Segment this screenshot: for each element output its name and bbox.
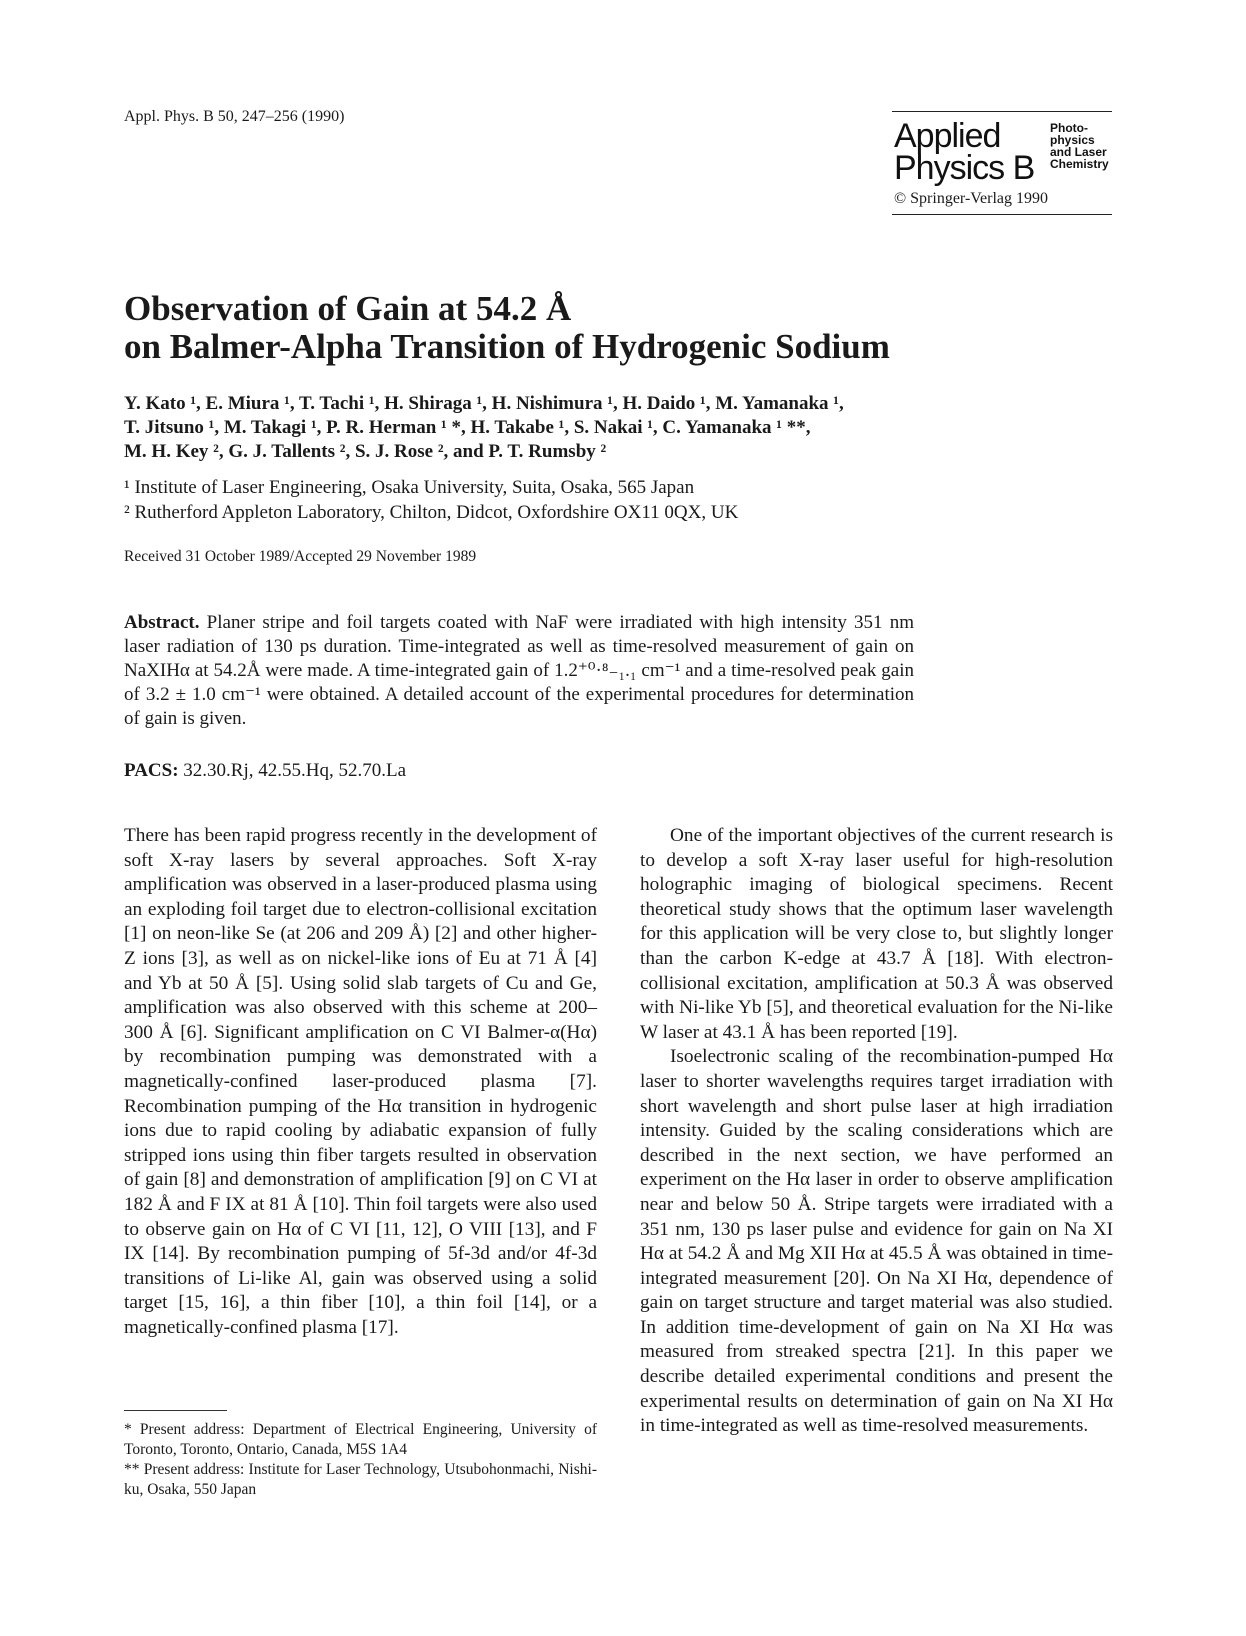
journal-subtitle-line4: Chemistry	[1050, 157, 1109, 171]
footnote-2: ** Present address: Institute for Laser Technology, Utsubohonmachi, Nishi-ku, Osaka, 550 Japan	[124, 1461, 597, 1498]
body-column-right	[640, 824, 1113, 1439]
journal-name-line2: Physics B	[894, 149, 1035, 187]
logo-top-rule	[892, 111, 1112, 112]
pacs-text: 32.30.Rj, 42.55.Hq, 52.70.La	[183, 760, 407, 781]
journal-subtitle-line3: and Laser	[1050, 145, 1107, 159]
logo-bottom-rule	[892, 214, 1112, 215]
footnotes	[124, 1420, 597, 1500]
body-paragraph: One of the important objectives of the current research is to develop a soft X-ray laser useful for high-resolution holographic imaging of biological specimens. Recent theoretical study shows that the optimum laser wavelength for this application will be very close to, but slightly longer than the carbon K-edge at 43.7 Å [18]. With electron-collisional excitation, amplification at 50.3 Å was observed with Ni-like Yb [5], and theoretical evaluation for the Ni-like W laser at 43.1 Å has been reported [19].	[640, 825, 1113, 1043]
pacs-label: PACS:	[124, 760, 179, 781]
journal-citation: Appl. Phys. B 50, 247–256 (1990)	[124, 108, 345, 125]
abstract-label: Abstract.	[124, 612, 200, 633]
footnote-rule	[124, 1410, 227, 1411]
author-line-2: T. Jitsuno ¹, M. Takagi ¹, P. R. Herman ¹ *, H. Takabe ¹, S. Nakai ¹, C. Yamanaka ¹ **,	[124, 417, 811, 438]
paper-title	[124, 290, 890, 366]
journal-subtitle-line2: physics	[1050, 133, 1095, 147]
author-line-1: Y. Kato ¹, E. Miura ¹, T. Tachi ¹, H. Shiraga ¹, H. Nishimura ¹, H. Daido ¹, M. Yamanaka ¹,	[124, 393, 844, 414]
journal-name-line1: Applied	[894, 117, 1001, 155]
copyright: © Springer-Verlag 1990	[894, 190, 1049, 207]
journal-name	[894, 117, 1035, 187]
affiliation-2: ² Rutherford Appleton Laboratory, Chilton, Didcot, Oxfordshire OX11 0QX, UK	[124, 502, 739, 523]
journal-subtitle-line1: Photo-	[1050, 121, 1088, 135]
affiliations	[124, 475, 924, 525]
abstract-text: Planer stripe and foil targets coated with NaF were irradiated with high intensity 351 nm laser radiation of 130 ps duration. Time-integrated as well as time-resolved measurement of gain on NaXIHα at 54.2Å were made. A time-integrated gain of 1.2⁺⁰·⁸₋₁.₁ cm⁻¹ and a time-resolved peak gain of 3.2 ± 1.0 cm⁻¹ were obtained. A detailed account of the experimental procedures for determination of gain is given.	[124, 612, 915, 729]
body-paragraph: There has been rapid progress recently in the development of soft X-ray lasers by several approaches. Soft X-ray amplification was observed in a laser-produced plasma using an exploding foil target due to electron-collisional excitation [1] on neon-like Se (at 206 and 209 Å) [2] and other higher-Z ions [3], as well as on nickel-like ions of Eu at 71 Å [4] and Yb at 50 Å [5]. Using solid slab targets of Cu and Ge, amplification was also observed with this scheme at 200–300 Å [6]. Significant amplification on C VI Balmer-α(Hα) by recombination pumping was demonstrated with a magnetically-confined laser-produced plasma [7]. Recombination pumping of the Hα transition in hydrogenic ions due to rapid cooling by adiabatic expansion of fully stripped ions using thin fiber targets resulted in observation of gain [8] and demonstration of amplification [9] on C VI at 182 Å and F IX at 81 Å [10]. Thin foil targets were also used to observe gain on Hα of C VI [11, 12], O VIII [13], and F IX [14]. By recombination pumping of 5f-3d and/or 4f-3d transitions of Li-like Al, gain was observed using a solid target [15, 16], a thin fiber [10], a thin foil [14], or a magnetically-confined plasma [17].	[124, 825, 597, 1338]
abstract	[124, 611, 914, 731]
affiliation-1: ¹ Institute of Laser Engineering, Osaka University, Suita, Osaka, 565 Japan	[124, 477, 695, 498]
body-paragraph: Isoelectronic scaling of the recombination-pumped Hα laser to shorter wavelengths requires target irradiation with short wavelength and short pulse laser at high irradiation intensity. Guided by the scaling considerations which are described in the next section, we have performed an experiment on the Hα laser in order to observe amplification near and below 50 Å. Stripe targets were irradiated with a 351 nm, 130 ps laser pulse and evidence for gain on Na XI Hα at 54.2 Å and Mg XII Hα at 45.5 Å was obtained in time-integrated measurement [20]. On Na XI Hα, dependence of gain on target structure and target material was also studied. In addition time-development of gain on Na XI Hα was measured from streaked spectra [21]. In this paper we describe detailed experimental conditions and present the experimental results on determination of gain on Na XI Hα in time-integrated as well as time-resolved measurements.	[640, 1046, 1113, 1437]
author-list	[124, 392, 944, 464]
received-dates: Received 31 October 1989/Accepted 29 November 1989	[124, 548, 477, 565]
author-line-3: M. H. Key ², G. J. Tallents ², S. J. Rose ², and P. T. Rumsby ²	[124, 441, 607, 462]
footnote-1: * Present address: Department of Electrical Engineering, University of Toronto, Toronto, Ontario, Canada, M5S 1A4	[124, 1421, 597, 1458]
paper-title-line2: on Balmer-Alpha Transition of Hydrogenic Sodium	[124, 327, 890, 366]
body-column-left	[124, 824, 597, 1340]
journal-subtitle	[1050, 122, 1109, 170]
paper-title-line1: Observation of Gain at 54.2 Å	[124, 289, 572, 328]
pacs-codes	[124, 760, 406, 782]
